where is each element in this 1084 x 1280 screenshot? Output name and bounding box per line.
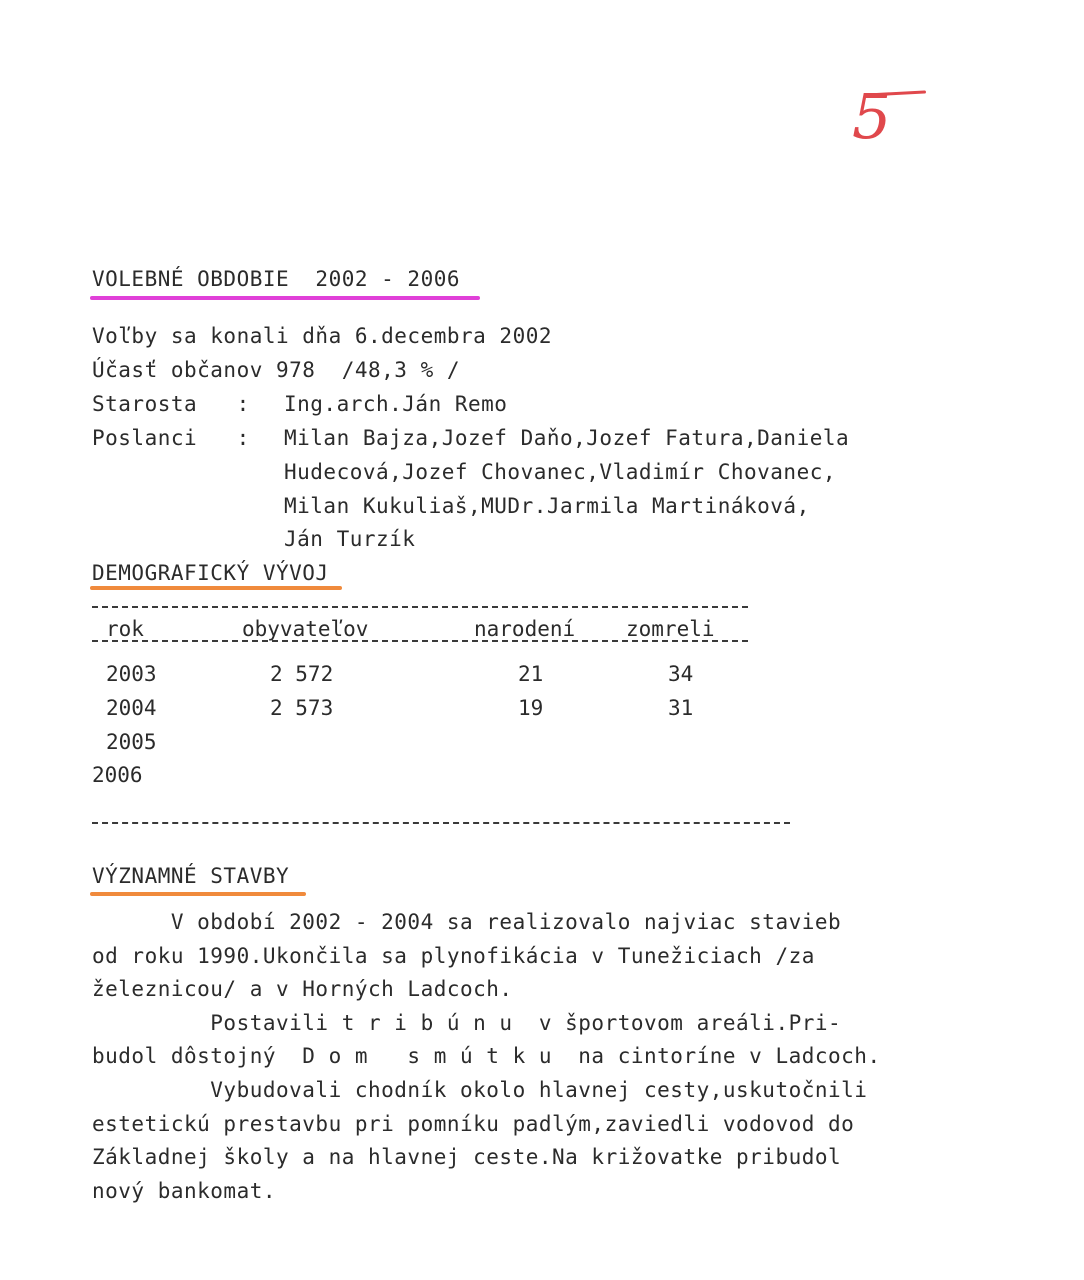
heading-underline-buildings bbox=[90, 892, 306, 896]
deputies-line: Milan Bajza,Jozef Daňo,Jozef Fatura,Daniela bbox=[284, 426, 850, 450]
table-cell-year: 2004 bbox=[106, 696, 157, 720]
paragraph-line: Vybudovali chodník okolo hlavnej cesty,uskutočnili bbox=[92, 1078, 868, 1102]
page-number: 5 bbox=[852, 80, 892, 153]
paragraph-line: železnicou/ a v Horných Ladcoch. bbox=[92, 977, 513, 1001]
table-header-rule bbox=[92, 640, 748, 642]
table-cell-population: 2 573 bbox=[270, 696, 334, 720]
paragraph-line: budol dôstojný D o m s m ú t k u na cintoríne v Ladcoch. bbox=[92, 1044, 881, 1068]
table-header-population: obyvateľov bbox=[242, 617, 369, 641]
table-cell-population: 2 572 bbox=[270, 662, 334, 686]
deputies-label: Poslanci : bbox=[92, 426, 250, 450]
table-bottom-rule bbox=[92, 822, 790, 824]
section-heading-demographics: DEMOGRAFICKÝ VÝVOJ bbox=[92, 561, 329, 585]
turnout-line: Účasť občanov 978 /48,3 % / bbox=[92, 358, 461, 382]
deputies-line: Ján Turzík bbox=[284, 527, 416, 551]
paragraph-line: V období 2002 - 2004 sa realizovalo najviac stavieb bbox=[92, 910, 842, 934]
heading-underline-demographics bbox=[90, 586, 342, 590]
table-cell-year: 2006 bbox=[92, 763, 143, 787]
paragraph-line: nový bankomat. bbox=[92, 1179, 277, 1203]
mayor-value: Ing.arch.Ján Remo bbox=[284, 392, 508, 416]
table-cell-year: 2005 bbox=[106, 730, 157, 754]
table-cell-births: 21 bbox=[518, 662, 544, 686]
table-cell-deaths: 31 bbox=[668, 696, 694, 720]
table-header-deaths: zomreli bbox=[626, 617, 715, 641]
deputies-line: Hudecová,Jozef Chovanec,Vladimír Chovanec, bbox=[284, 460, 837, 484]
heading-underline-election-term bbox=[90, 296, 480, 300]
election-date-line: Voľby sa konali dňa 6.decembra 2002 bbox=[92, 324, 553, 348]
table-top-rule bbox=[92, 606, 748, 608]
table-cell-births: 19 bbox=[518, 696, 544, 720]
paragraph-line: Postavili t r i b ú n u v športovom areáli.Pri- bbox=[92, 1011, 842, 1035]
table-cell-year: 2003 bbox=[106, 662, 157, 686]
section-heading-buildings: VÝZNAMNÉ STAVBY bbox=[92, 864, 290, 888]
table-header-births: narodení bbox=[474, 617, 576, 641]
paragraph-line: Základnej školy a na hlavnej ceste.Na križovatke pribudol bbox=[92, 1145, 842, 1169]
paragraph-line: od roku 1990.Ukončila sa plynofikácia v Tunežiciach /za bbox=[92, 944, 815, 968]
deputies-line: Milan Kukuliaš,MUDr.Jarmila Martináková, bbox=[284, 494, 810, 518]
table-cell-deaths: 34 bbox=[668, 662, 694, 686]
table-header-year: rok bbox=[106, 617, 144, 641]
mayor-label: Starosta : bbox=[92, 392, 250, 416]
section-heading-election-term: VOLEBNÉ OBDOBIE 2002 - 2006 bbox=[92, 267, 461, 291]
paragraph-line: estetickú prestavbu pri pomníku padlým,zaviedli vodovod do bbox=[92, 1112, 855, 1136]
